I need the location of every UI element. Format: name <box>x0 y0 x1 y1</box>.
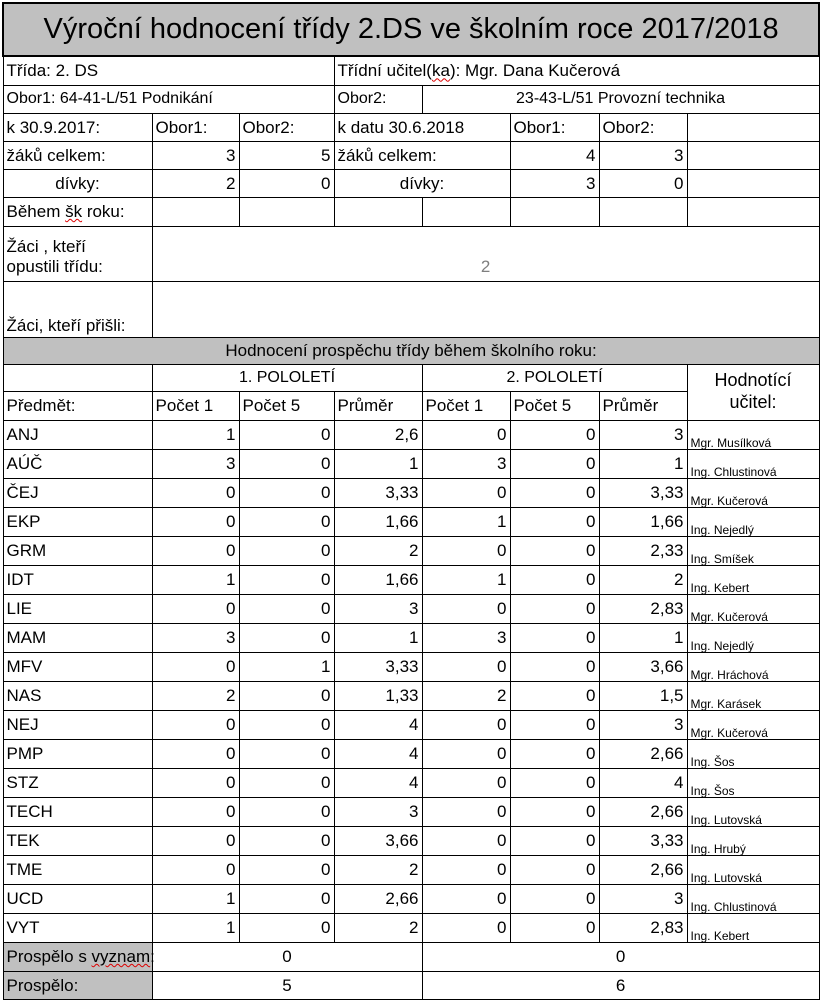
table-row <box>3 710 819 739</box>
term1-count1: 1 <box>152 913 239 942</box>
term1-count1: 0 <box>152 507 239 536</box>
evaluating-teacher: Mgr. Kučerová <box>687 478 819 507</box>
subject-name: NAS <box>3 681 152 710</box>
evaluating-teacher: Mgr. Hráchová <box>687 652 819 681</box>
evaluating-teacher: Mgr. Karásek <box>687 681 819 710</box>
obor2-value: 23-43-L/51 Provozní technika <box>422 85 819 113</box>
term1-count5: 0 <box>239 739 334 768</box>
evaluating-teacher: Ing. Nejedlý <box>687 623 819 652</box>
term2-count1: 2 <box>422 681 510 710</box>
term1-count5: 0 <box>239 913 334 942</box>
term2-count5: 0 <box>510 623 599 652</box>
term1-count1: 0 <box>152 797 239 826</box>
term1-average: 2,6 <box>334 420 422 449</box>
term1-average: 3 <box>334 594 422 623</box>
sep-students-obor2: 5 <box>239 141 334 169</box>
evaluating-teacher: Ing. Lutovská <box>687 797 819 826</box>
term2-count5: 0 <box>510 710 599 739</box>
term1-count5: 0 <box>239 478 334 507</box>
subject-name: AÚČ <box>3 449 152 478</box>
term2-count5: 0 <box>510 420 599 449</box>
table-row <box>3 449 819 478</box>
term1-count1: 0 <box>152 594 239 623</box>
table-row <box>3 855 819 884</box>
term2-count5: 0 <box>510 797 599 826</box>
annual-evaluation-table <box>2 2 820 1000</box>
students-left-label: Žáci , kteří opustili třídu: <box>3 226 152 281</box>
term1-count1: 0 <box>152 768 239 797</box>
term2-average: 3 <box>599 884 687 913</box>
term2-count1: 0 <box>422 797 510 826</box>
date1-obor1-header: Obor1: <box>152 113 239 141</box>
term1-count5: 0 <box>239 681 334 710</box>
term2-count5: 0 <box>510 594 599 623</box>
term2-count1: 0 <box>422 739 510 768</box>
jun-girls-obor2: 0 <box>599 169 687 197</box>
evaluating-teacher: Ing. Kebert <box>687 565 819 594</box>
term2-count5: 0 <box>510 855 599 884</box>
term2-count5: 0 <box>510 652 599 681</box>
term2-average: 1 <box>599 449 687 478</box>
subject-name: GRM <box>3 536 152 565</box>
term1-count5: 0 <box>239 710 334 739</box>
t1-count1-header: Počet 1 <box>152 391 239 420</box>
term2-average: 2,66 <box>599 739 687 768</box>
evaluating-teacher: Mgr. Kučerová <box>687 594 819 623</box>
term1-average: 1,66 <box>334 565 422 594</box>
term1-average: 2,66 <box>334 884 422 913</box>
term2-count1: 0 <box>422 913 510 942</box>
term1-average: 1 <box>334 623 422 652</box>
class-teacher-label: Třídní učitel(ka): Mgr. Dana Kučerová <box>334 56 819 85</box>
t2-count5-header: Počet 5 <box>510 391 599 420</box>
date2-obor2-header: Obor2: <box>599 113 687 141</box>
term2-average: 1,66 <box>599 507 687 536</box>
evaluating-teacher: Ing. Hrubý <box>687 826 819 855</box>
term2-average: 1,5 <box>599 681 687 710</box>
table-row <box>3 826 819 855</box>
term2-average: 3,33 <box>599 478 687 507</box>
subject-name: IDT <box>3 565 152 594</box>
term2-count1: 0 <box>422 478 510 507</box>
term2-average: 3 <box>599 710 687 739</box>
term2-count5: 0 <box>510 739 599 768</box>
table-row <box>3 478 819 507</box>
table-row <box>3 768 819 797</box>
table-row <box>3 536 819 565</box>
term1-average: 4 <box>334 768 422 797</box>
during-year-label: Během šk roku: <box>3 197 152 226</box>
evaluating-teacher: Ing. Lutovská <box>687 855 819 884</box>
term1-average: 2 <box>334 913 422 942</box>
table-row <box>3 884 819 913</box>
term1-count5: 0 <box>239 449 334 478</box>
jun-students-label: žáků celkem: <box>334 141 510 169</box>
term2-count5: 0 <box>510 536 599 565</box>
term2-count1: 0 <box>422 536 510 565</box>
term2-count1: 0 <box>422 855 510 884</box>
term2-count1: 0 <box>422 652 510 681</box>
evaluating-teacher: Mgr. Kučerová <box>687 710 819 739</box>
jun-girls-label: dívky: <box>334 169 510 197</box>
term1-average: 3,66 <box>334 826 422 855</box>
subject-name: VYT <box>3 913 152 942</box>
t1-count5-header: Počet 5 <box>239 391 334 420</box>
passed-term2: 6 <box>422 971 819 999</box>
term2-header: 2. POLOLETÍ <box>422 364 687 391</box>
term2-count1: 3 <box>422 623 510 652</box>
term2-average: 4 <box>599 768 687 797</box>
subject-name: UCD <box>3 884 152 913</box>
term2-count1: 0 <box>422 420 510 449</box>
obor1-label: Obor1: 64-41-L/51 Podnikání <box>3 85 334 113</box>
table-row <box>3 913 819 942</box>
students-left-value: 2 <box>152 226 819 281</box>
term1-average: 3,33 <box>334 652 422 681</box>
term1-count5: 0 <box>239 594 334 623</box>
table-row <box>3 797 819 826</box>
term2-average: 2,33 <box>599 536 687 565</box>
students-came-label: Žáci, kteří přišli: <box>3 281 152 337</box>
obor2-label: Obor2: <box>334 85 422 113</box>
term2-average: 3,33 <box>599 826 687 855</box>
term2-count5: 0 <box>510 449 599 478</box>
term1-count5: 0 <box>239 826 334 855</box>
term1-average: 2 <box>334 536 422 565</box>
subject-header: Předmět: <box>3 391 152 420</box>
term2-count1: 0 <box>422 594 510 623</box>
term2-count5: 0 <box>510 565 599 594</box>
sep-girls-obor1: 2 <box>152 169 239 197</box>
term1-count1: 1 <box>152 565 239 594</box>
term1-count1: 0 <box>152 536 239 565</box>
term1-average: 1,66 <box>334 507 422 536</box>
table-row <box>3 594 819 623</box>
term2-count1: 3 <box>422 449 510 478</box>
date1-label: k 30.9.2017: <box>3 113 152 141</box>
jun-students-obor2: 3 <box>599 141 687 169</box>
page-title: Výroční hodnocení třídy 2.DS ve školním roce 2017/2018 <box>3 3 819 56</box>
term1-count5: 0 <box>239 768 334 797</box>
term1-count5: 0 <box>239 855 334 884</box>
term1-header: 1. POLOLETÍ <box>152 364 422 391</box>
term1-count1: 3 <box>152 623 239 652</box>
term2-count1: 0 <box>422 884 510 913</box>
term1-count5: 0 <box>239 507 334 536</box>
term1-count5: 1 <box>239 652 334 681</box>
term2-count1: 0 <box>422 768 510 797</box>
term1-count1: 1 <box>152 884 239 913</box>
evaluating-teacher: Ing. Šos <box>687 768 819 797</box>
subject-name: MAM <box>3 623 152 652</box>
subject-name: ANJ <box>3 420 152 449</box>
term2-count1: 0 <box>422 826 510 855</box>
term1-count1: 0 <box>152 855 239 884</box>
subject-name: LIE <box>3 594 152 623</box>
term2-count1: 0 <box>422 710 510 739</box>
term2-average: 2,66 <box>599 855 687 884</box>
term1-average: 1 <box>334 449 422 478</box>
jun-girls-obor1: 3 <box>510 169 599 197</box>
sep-girls-obor2: 0 <box>239 169 334 197</box>
term2-average: 2,83 <box>599 913 687 942</box>
passed-term1: 5 <box>152 971 422 999</box>
term2-average: 3,66 <box>599 652 687 681</box>
term1-average: 1,33 <box>334 681 422 710</box>
term2-count5: 0 <box>510 913 599 942</box>
jun-students-obor1: 4 <box>510 141 599 169</box>
subject-name: ČEJ <box>3 478 152 507</box>
table-row <box>3 565 819 594</box>
term1-count5: 0 <box>239 797 334 826</box>
term2-count1: 1 <box>422 507 510 536</box>
term1-count5: 0 <box>239 565 334 594</box>
evaluating-teacher: Ing. Smíšek <box>687 536 819 565</box>
table-row <box>3 623 819 652</box>
term1-average: 4 <box>334 710 422 739</box>
term2-average: 2,66 <box>599 797 687 826</box>
table-row <box>3 420 819 449</box>
term1-average: 3,33 <box>334 478 422 507</box>
evaluating-teacher: Ing. Šos <box>687 739 819 768</box>
term2-count5: 0 <box>510 768 599 797</box>
term2-count5: 0 <box>510 826 599 855</box>
passed-distinction-label: Prospělo s vyznam: <box>3 942 152 971</box>
sep-students-obor1: 3 <box>152 141 239 169</box>
sep-girls-label: dívky: <box>3 169 152 197</box>
t2-avg-header: Průměr <box>599 391 687 420</box>
term1-average: 4 <box>334 739 422 768</box>
subject-name: TEK <box>3 826 152 855</box>
term2-count5: 0 <box>510 681 599 710</box>
passed-label: Prospělo: <box>3 971 152 999</box>
term1-count5: 0 <box>239 420 334 449</box>
term1-count1: 0 <box>152 826 239 855</box>
evaluating-teacher: Mgr. Musílková <box>687 420 819 449</box>
sep-students-label: žáků celkem: <box>3 141 152 169</box>
term1-average: 2 <box>334 855 422 884</box>
subject-name: PMP <box>3 739 152 768</box>
date1-obor2-header: Obor2: <box>239 113 334 141</box>
term2-count1: 1 <box>422 565 510 594</box>
term1-count5: 0 <box>239 623 334 652</box>
evaluating-teacher: Ing. Chlustinová <box>687 449 819 478</box>
term2-average: 2 <box>599 565 687 594</box>
term2-average: 3 <box>599 420 687 449</box>
subject-name: EKP <box>3 507 152 536</box>
subject-name: STZ <box>3 768 152 797</box>
table-row <box>3 739 819 768</box>
subject-name: MFV <box>3 652 152 681</box>
term2-count5: 0 <box>510 884 599 913</box>
section-title: Hodnocení prospěchu třídy během školního roku: <box>3 337 819 364</box>
t2-count1-header: Počet 1 <box>422 391 510 420</box>
term2-count5: 0 <box>510 478 599 507</box>
term2-average: 1 <box>599 623 687 652</box>
term1-count1: 0 <box>152 739 239 768</box>
passed-distinction-term2: 0 <box>422 942 819 971</box>
subject-name: TME <box>3 855 152 884</box>
subject-name: TECH <box>3 797 152 826</box>
t1-avg-header: Průměr <box>334 391 422 420</box>
evaluator-header: Hodnotící učitel: <box>687 364 819 420</box>
table-row <box>3 507 819 536</box>
class-label: Třída: 2. DS <box>3 56 334 85</box>
date2-obor1-header: Obor1: <box>510 113 599 141</box>
term1-count1: 1 <box>152 420 239 449</box>
term1-count1: 2 <box>152 681 239 710</box>
table-row <box>3 652 819 681</box>
evaluating-teacher: Ing. Chlustinová <box>687 884 819 913</box>
subject-name: NEJ <box>3 710 152 739</box>
date2-label: k datu 30.6.2018 <box>334 113 510 141</box>
table-row <box>3 681 819 710</box>
passed-distinction-term1: 0 <box>152 942 422 971</box>
term1-count5: 0 <box>239 884 334 913</box>
term2-average: 2,83 <box>599 594 687 623</box>
term1-count1: 0 <box>152 652 239 681</box>
term1-count1: 0 <box>152 478 239 507</box>
term1-count1: 0 <box>152 710 239 739</box>
term1-count1: 3 <box>152 449 239 478</box>
evaluating-teacher: Ing. Kebert <box>687 913 819 942</box>
evaluating-teacher: Ing. Nejedlý <box>687 507 819 536</box>
term1-count5: 0 <box>239 536 334 565</box>
term1-average: 3 <box>334 797 422 826</box>
term2-count5: 0 <box>510 507 599 536</box>
